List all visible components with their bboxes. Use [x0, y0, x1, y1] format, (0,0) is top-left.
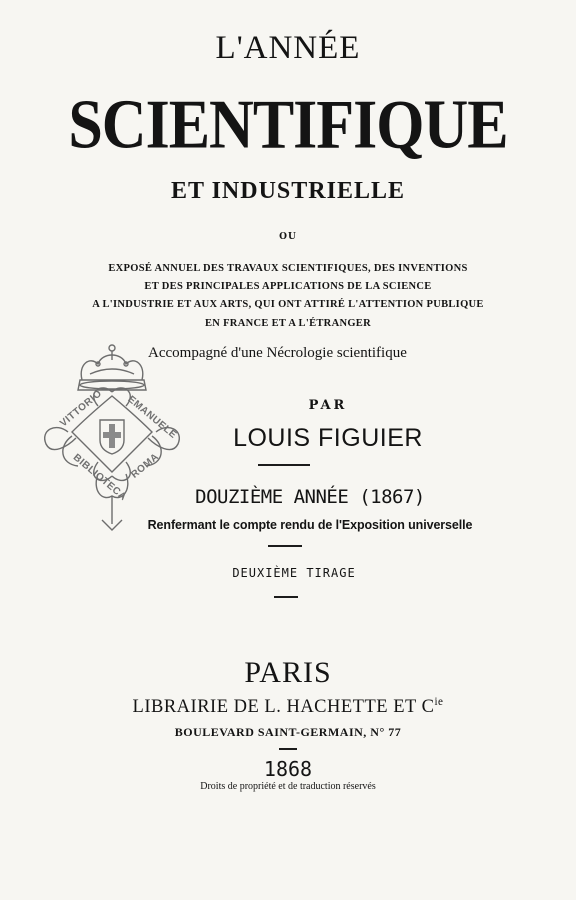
imprint-address: BOULEVARD SAINT-GERMAIN, N° 77 — [174, 725, 402, 739]
description-line: ET DES PRINCIPALES APPLICATIONS DE LA SCIENCE — [144, 281, 432, 292]
edition-year: DOUZIÈME ANNÉE (1867) — [195, 486, 425, 508]
description-line: EN FRANCE ET A L'ÉTRANGER — [204, 318, 371, 329]
printing-label: DEUXIÈME TIRAGE — [232, 566, 356, 580]
imprint-publisher: LIBRAIRIE DE L. HACHETTE ET $C^{ie}$ — [132, 696, 444, 718]
description-line: EXPOSÉ ANNUEL DES TRAVAUX SCIENTIFIQUES, DES INVENTIONS — [108, 263, 468, 274]
divider — [268, 545, 302, 547]
edition-subtitle: Renfermant le compte rendu de l'Exposition universelle — [147, 518, 473, 532]
title-line-2: SCIENTIFIQUE — [68, 86, 508, 164]
stamp-text: VITTORIO — [58, 388, 105, 430]
stamp-text: EMANUELE — [125, 394, 179, 442]
imprint-year: 1868 — [263, 757, 313, 781]
shield-icon — [100, 420, 124, 454]
conjunction: OU — [279, 232, 297, 242]
rights-notice: Droits de propriété et de traduction réservés — [200, 781, 376, 792]
title-line-1: L'ANNÉE — [215, 30, 361, 66]
divider — [274, 596, 298, 598]
library-stamp — [32, 334, 192, 539]
stamp-text: ROMA — [129, 451, 162, 481]
by-label: PAR — [308, 398, 348, 413]
imprint-city: PARIS — [244, 656, 332, 689]
necrology-line: Accompagné d'une Nécrologie scientifique — [148, 345, 407, 361]
author-name: LOUIS FIGUIER — [233, 424, 423, 452]
stamp-text: BIBLIOTECA — [70, 452, 129, 504]
divider — [258, 464, 310, 466]
crown-icon — [78, 345, 146, 390]
description-line: A L'INDUSTRIE ET AUX ARTS, QUI ONT ATTIRÉ L'ATTENTION PUBLIQUE — [92, 299, 484, 310]
title-line-3: ET INDUSTRIELLE — [171, 178, 405, 204]
divider — [279, 748, 297, 750]
